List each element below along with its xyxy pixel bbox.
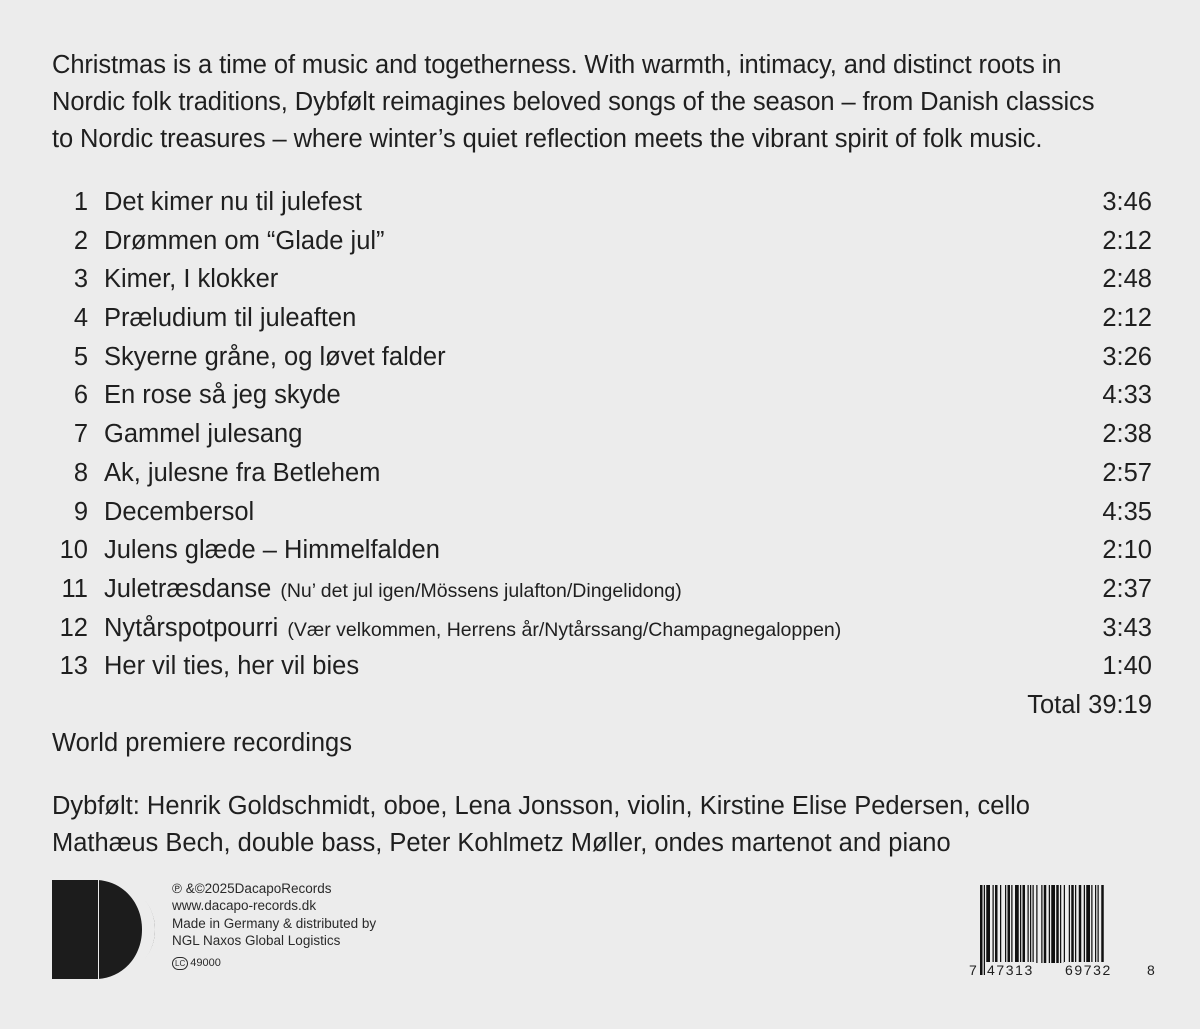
track-duration: 3:46	[1102, 188, 1152, 216]
track-number: 6	[73, 381, 88, 410]
performers	[52, 788, 1030, 862]
track-title: Nytårspotpourri (Vær velkommen, Herrens år/Nytårssang/Champagnegaloppen)	[104, 613, 842, 642]
track-row	[52, 415, 1152, 454]
barcode-bar	[1020, 885, 1021, 963]
track-title: Julens glæde – Himmelfalden	[104, 536, 440, 565]
track-row	[52, 338, 1152, 377]
website-line: www.dacapo-records.dk	[172, 898, 317, 914]
barcode-digits	[968, 962, 1158, 982]
barcode-bar	[1015, 885, 1019, 963]
track-duration: 3:43	[1102, 613, 1152, 642]
track-row	[52, 183, 1152, 222]
copyright-line: ℗ &©2025DacapoRecords	[172, 881, 332, 896]
track-row	[52, 570, 1152, 609]
intro-line: to Nordic treasures – where winter’s quiet reflection meets the vibrant spirit of folk music.	[52, 125, 1043, 153]
barcode-bar	[1060, 885, 1061, 963]
barcode-bar	[1075, 885, 1076, 963]
barcode-bar	[993, 885, 994, 963]
barcode-bar	[1049, 885, 1050, 963]
track-row	[52, 299, 1152, 338]
track-number: 10	[59, 536, 88, 565]
barcode-bar	[1008, 885, 1011, 963]
track-row	[52, 222, 1152, 261]
track-duration: 4:33	[1102, 381, 1152, 410]
distributor-line: NGL Naxos Global Logistics	[172, 932, 341, 948]
barcode-bar	[1044, 885, 1047, 963]
performers-line: Mathæus Bech, double bass, Peter Kohlmetz Møller, ondes martenot and piano	[52, 829, 951, 857]
track-row	[52, 647, 1152, 686]
manufacture-line: Made in Germany & distributed by	[172, 915, 377, 931]
barcode-bar	[1056, 885, 1059, 963]
track-duration: 3:26	[1102, 342, 1152, 371]
barcode-bar	[1036, 885, 1037, 963]
track-duration: 2:10	[1102, 536, 1152, 565]
label-code	[172, 955, 221, 972]
track-number: 9	[73, 497, 88, 526]
track-title: Drømmen om “Glade jul”	[104, 226, 385, 255]
track-title: Præludium til juleaften	[104, 304, 357, 333]
intro-line: Christmas is a time of music and togetherness. With warmth, intimacy, and distinct roots in	[52, 51, 1062, 79]
track-row	[52, 531, 1152, 570]
track-title: En rose så jeg skyde	[104, 381, 341, 410]
track-title: Ak, julesne fra Betlehem	[104, 458, 381, 487]
barcode-bar	[1030, 885, 1031, 963]
track-number: 8	[73, 458, 88, 487]
barcode-bar	[1079, 885, 1082, 963]
barcode-bar	[1028, 885, 1029, 963]
track-duration: 4:35	[1102, 497, 1152, 526]
track-number: 1	[73, 188, 88, 216]
barcode-bar	[986, 885, 990, 963]
total-duration: Total 39:19	[1027, 691, 1152, 719]
barcode-bar	[1041, 885, 1042, 963]
track-row	[52, 493, 1152, 532]
track-duration: 2:57	[1102, 458, 1152, 487]
track-title: Kimer, I klokker	[104, 265, 279, 294]
track-title: Juletræsdanse (Nu’ det jul igen/Mössens julafton/Dingelidong)	[104, 574, 682, 603]
barcode-bar	[995, 885, 998, 963]
track-duration: 2:12	[1102, 226, 1152, 255]
track-title: Gammel julesang	[104, 420, 303, 449]
track-number: 11	[61, 574, 88, 603]
track-number: 12	[59, 613, 88, 642]
barcode-bar	[1084, 885, 1085, 963]
track-title: Her vil ties, her vil bies	[104, 652, 360, 681]
barcode-bar	[1051, 885, 1055, 963]
barcode-bar	[1095, 885, 1096, 963]
label-code-number: 49000	[190, 957, 221, 970]
track-row	[52, 376, 1152, 415]
track-number: 2	[73, 226, 88, 255]
barcode-right-group: 69732	[1065, 962, 1112, 978]
track-number: 3	[73, 265, 88, 294]
track-duration: 2:12	[1102, 304, 1152, 333]
track-number: 4	[73, 304, 88, 333]
barcode-bar	[1064, 885, 1065, 963]
barcode-bar	[1011, 885, 1012, 963]
track-duration: 2:38	[1102, 420, 1152, 449]
track-title: Det kimer nu til julefest	[104, 188, 362, 216]
track-number: 7	[73, 420, 88, 449]
barcode-bar	[1000, 885, 1001, 963]
barcode-bar	[1005, 885, 1006, 963]
barcode-left-group: 47313	[987, 962, 1034, 978]
track-row	[52, 454, 1152, 493]
barcode-bar	[1091, 885, 1092, 963]
lc-icon: LC	[172, 957, 188, 970]
barcode-bar	[1033, 885, 1034, 963]
barcode-bar	[1069, 885, 1070, 963]
track-number: 5	[73, 342, 88, 371]
dacapo-d-logo-icon	[52, 880, 155, 979]
track-title: Decembersol	[104, 497, 255, 526]
barcode-bar	[1023, 885, 1026, 963]
track-number: 13	[59, 652, 88, 681]
track-row	[52, 260, 1152, 299]
intro-text	[52, 47, 1162, 158]
barcode-first-digit: 7	[969, 962, 979, 978]
barcode-bar	[1098, 885, 1099, 963]
track-subtitle: (Vær velkommen, Herrens år/Nytårssang/Champagnegaloppen)	[287, 618, 842, 641]
track-duration: 2:48	[1102, 265, 1152, 294]
barcode-bar	[1086, 885, 1090, 963]
performers-line: Dybfølt: Henrik Goldschmidt, oboe, Lena Jonsson, violin, Kirstine Elise Pedersen, cello	[52, 792, 1030, 820]
track-title: Skyerne gråne, og løvet falder	[104, 342, 446, 371]
track-duration: 1:40	[1102, 652, 1152, 681]
barcode-bar	[1071, 885, 1074, 963]
barcode-check-digit: 8	[1147, 962, 1157, 978]
track-list	[52, 183, 1152, 686]
premiere-note: World premiere recordings	[52, 729, 352, 757]
intro-line: Nordic folk traditions, Dybfølt reimagines beloved songs of the season – from Danish classics	[52, 88, 1095, 116]
barcode-bar	[1101, 885, 1104, 963]
track-duration: 2:37	[1102, 574, 1152, 603]
track-subtitle: (Nu’ det jul igen/Mössens julafton/Dingelidong)	[280, 579, 682, 602]
track-row	[52, 609, 1152, 648]
label-credits	[172, 880, 376, 972]
